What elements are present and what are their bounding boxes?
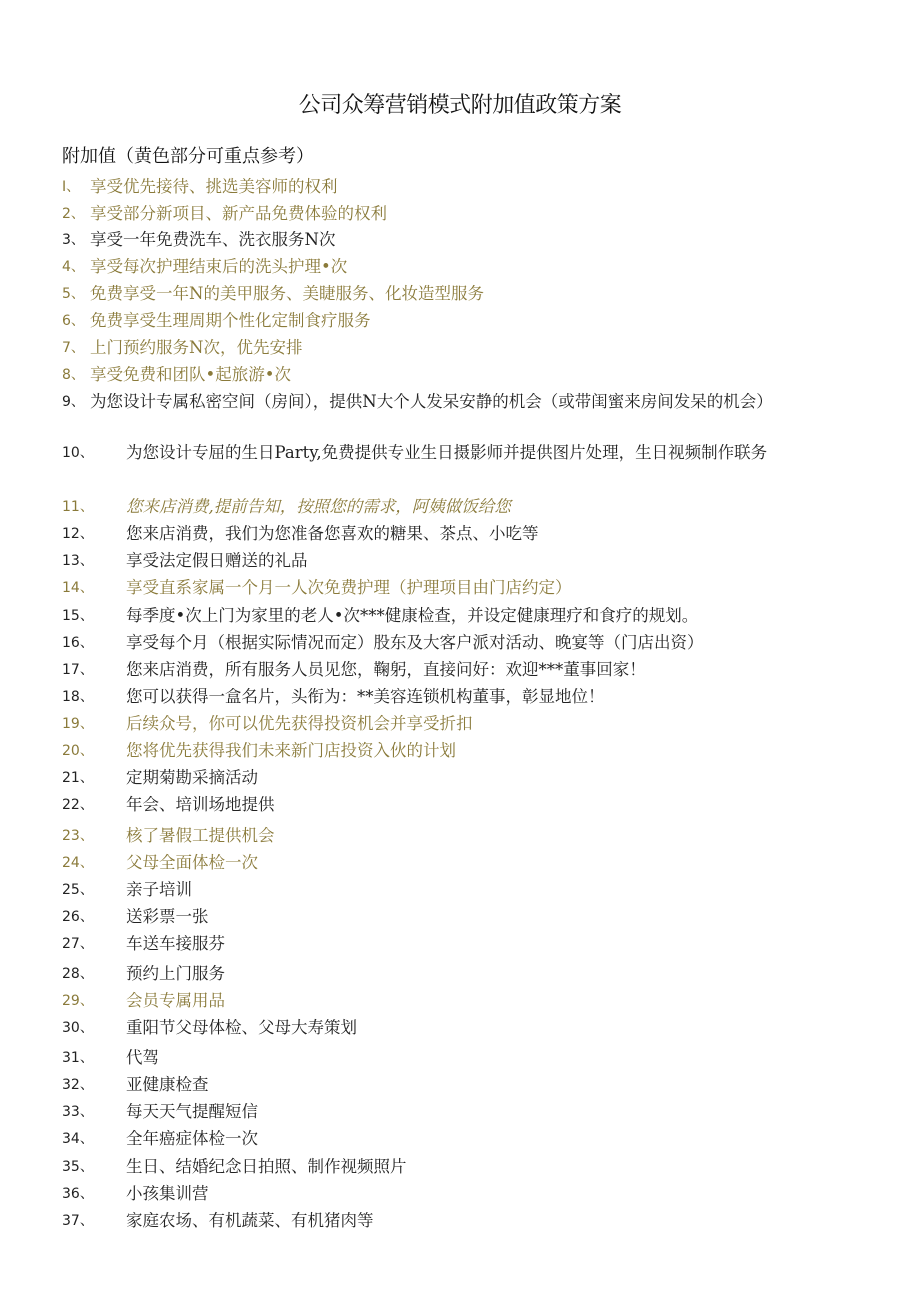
list-item-text: 您来店消费，所有服务人员见您，鞠躬，直接问好：欢迎***董事回家！ xyxy=(126,660,646,679)
list-item-text: 上门预约服务N次，优先安排 xyxy=(90,338,303,357)
list-item-text: 享受每个月（根据实际情况而定）股东及大客户派对活动、晚宴等（门店出资） xyxy=(126,633,704,652)
list-item-number: 30、 xyxy=(62,1020,94,1036)
list-item-text: 小孩集训营 xyxy=(126,1184,209,1203)
list-item-number: 14、 xyxy=(62,580,94,596)
list-item-text: 您可以获得一盒名片，头衔为：**美容连锁机构董事，彰显地位！ xyxy=(126,687,605,706)
list-item-text: 每季度•次上门为家里的老人•次***健康检查，并设定健康理疗和食疗的规划。 xyxy=(126,606,699,625)
list-item-number: 32、 xyxy=(62,1077,94,1093)
list-item-number: 23、 xyxy=(62,828,94,844)
list-item-number: 20、 xyxy=(62,743,94,759)
list-item-text: 享受法定假日赠送的礼品 xyxy=(126,551,308,570)
list-item-text: 后续众号，你可以优先获得投资机会并享受折扣 xyxy=(126,714,473,733)
list-item-text: 亚健康检查 xyxy=(126,1075,209,1094)
list-item-number: 12、 xyxy=(62,526,94,542)
list-item-text: 生日、结婚纪念日拍照、制作视频照片 xyxy=(126,1157,407,1176)
list-item-text: 您来店消费,提前告知，按照您的需求，阿姨做饭给您 xyxy=(126,497,511,516)
list-item-number: 35、 xyxy=(62,1159,94,1175)
list-item-number: 24、 xyxy=(62,855,94,871)
list-item-text: 您来店消费，我们为您准备您喜欢的糖果、茶点、小吃等 xyxy=(126,524,539,543)
list-item-number: 17、 xyxy=(62,662,94,678)
list-item-text: 家庭农场、有机蔬菜、有机猪肉等 xyxy=(126,1211,374,1230)
list-item-text: 每天天气提醒短信 xyxy=(126,1102,258,1121)
list-item-text: 为您设计专属私密空间（房间），提供N大个人发呆安静的机会（或带闺蜜来房间发呆的机会） xyxy=(90,392,773,411)
list-item-text: 免费享受生理周期个性化定制食疗服务 xyxy=(90,311,371,330)
list-item-text: 为您设计专屈的生日Party,免费提供专业生日摄影师并提供图片处理，生日视频制作联务 xyxy=(126,443,768,462)
list-item-number: 6、 xyxy=(62,313,85,329)
list-item-text: 享受一年免费洗车、洗衣服务N次 xyxy=(90,230,336,249)
list-item-number: 5、 xyxy=(62,286,85,302)
list-item-number: 3、 xyxy=(62,232,85,248)
list-item-number: 8、 xyxy=(62,367,85,383)
list-item-number: I、 xyxy=(62,179,81,195)
list-item-number: 33、 xyxy=(62,1104,94,1120)
list-item-number: 16、 xyxy=(62,635,94,651)
list-item-number: 26、 xyxy=(62,909,94,925)
list-item-number: 25、 xyxy=(62,882,94,898)
list-item-text: 核了暑假工提供机会 xyxy=(126,826,275,845)
list-item-number: 15、 xyxy=(62,608,94,624)
list-item-number: 28、 xyxy=(62,966,94,982)
list-item-number: 37、 xyxy=(62,1213,94,1229)
list-item-number: 29、 xyxy=(62,993,94,1009)
list-item-text: 代驾 xyxy=(126,1048,159,1067)
list-item-text: 全年癌症体检一次 xyxy=(126,1129,258,1148)
list-item-text: 亲子培训 xyxy=(126,880,192,899)
list-item-text: 预约上门服务 xyxy=(126,964,225,983)
list-item-number: 36、 xyxy=(62,1186,94,1202)
document-title: 公司众筹营销模式附加值政策方案 xyxy=(298,93,622,118)
list-item-number: 11、 xyxy=(62,499,94,515)
list-item-number: 9、 xyxy=(62,394,85,410)
list-item-number: 27、 xyxy=(62,936,94,952)
list-item-number: 13、 xyxy=(62,553,94,569)
list-item-text: 车送车接服芬 xyxy=(126,934,225,953)
list-item-text: 享受部分新项目、新产品免费体验的权利 xyxy=(90,204,387,223)
list-item-text: 重阳节父母体检、父母大寿策划 xyxy=(126,1018,357,1037)
list-item-number: 10、 xyxy=(62,445,94,461)
list-item-text: 定期菊勘采摘活动 xyxy=(126,768,258,787)
list-item-number: 4、 xyxy=(62,259,85,275)
list-item-text: 免费享受一年N的美甲服务、美睫服务、化妆造型服务 xyxy=(90,284,484,303)
list-item-number: 2、 xyxy=(62,206,85,222)
list-item-number: 22、 xyxy=(62,797,94,813)
list-item-text: 享受优先接待、挑选美容师的权利 xyxy=(90,177,338,196)
list-item-number: 19、 xyxy=(62,716,94,732)
list-item-text: 年会、培训场地提供 xyxy=(126,795,275,814)
list-item-number: 31、 xyxy=(62,1050,94,1066)
list-item-text: 享受直系家属一个月一人次免费护理（护理项目由门店约定） xyxy=(126,578,572,597)
list-item-text: 您将优先获得我们未来新门店投资入伙的计划 xyxy=(126,741,456,760)
list-item-text: 享受免费和团队•起旅游•次 xyxy=(90,365,291,384)
list-item-text: 享受每次护理结束后的洗头护理•次 xyxy=(90,257,348,276)
section-subtitle: 附加值（黄色部分可重点参考） xyxy=(62,146,314,167)
list-item-text: 送彩票一张 xyxy=(126,907,209,926)
list-item-text: 会员专属用品 xyxy=(126,991,225,1010)
list-item-number: 7、 xyxy=(62,340,85,356)
list-item-number: 34、 xyxy=(62,1131,94,1147)
list-item-text: 父母全面体检一次 xyxy=(126,853,258,872)
list-item-number: 18、 xyxy=(62,689,94,705)
list-item-number: 21、 xyxy=(62,770,94,786)
